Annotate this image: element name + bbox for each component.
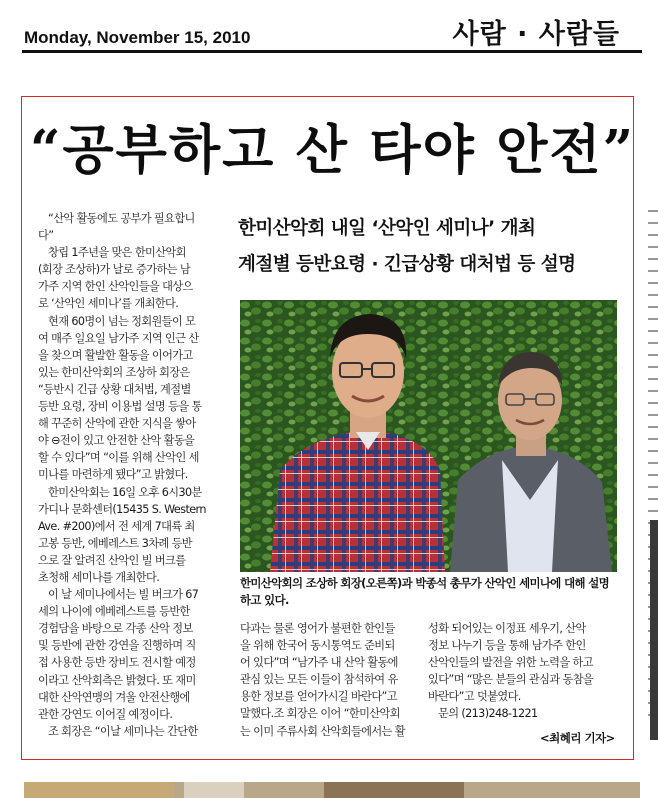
article-text-line: 세의 나이에 에베레스트를 등반한 — [38, 605, 190, 619]
article-byline: <최혜리 기자> — [540, 731, 615, 745]
article-text-line: 이 날 세미나에서는 빌 버크가 67 — [48, 588, 199, 602]
photo-caption-line-1: 한미산악회의 조상하 회장(오른쪽)과 박종석 총무가 산악인 세미나에 대해 설명 — [240, 576, 610, 590]
next-article-photo-strip — [24, 782, 640, 798]
article-text-line: 등반 요령, 장비 이용법 설명 등을 통 — [38, 400, 202, 414]
article-text-line: 어 있다”며 “남가주 내 산악 활동에 — [240, 656, 398, 670]
photo-caption — [240, 575, 620, 608]
article-text-line: 조 회장은 “이날 세미나는 간단한 — [48, 724, 198, 738]
article-text-line: 접 사용한 등반 장비도 전시할 예정 — [38, 656, 196, 670]
masthead — [0, 0, 658, 56]
article-text-line: 경험담을 바탕으로 각종 산악 정보 — [38, 622, 193, 636]
article-text-line: 을 위해 한국어 동시통역도 준비되 — [240, 639, 395, 653]
article-text-line: 야 ⊖전이 있고 안전한 산악 활동을 — [38, 434, 195, 448]
article-text-line: “산악 활동에도 공부가 필요합니 — [48, 212, 195, 225]
masthead-section-title: 사람 · 사람들 — [452, 19, 620, 50]
article-text-line: 있다”며 “많은 분들의 관심과 동참을 — [428, 673, 594, 687]
article-text-line: 및 등반에 관한 강연을 진행하며 직 — [38, 639, 196, 653]
adjacent-page-photo-edge — [650, 520, 658, 740]
article-text-line: 산악인들의 발전을 위한 노력을 하고 — [428, 656, 593, 670]
article-text-line: 로 ‘산악인 세미나’를 개최한다. — [38, 297, 179, 311]
article-text-line: (회장 조상하)가 날로 증가하는 남 — [38, 263, 191, 277]
photo-caption-line-2: 하고 있다. — [240, 592, 289, 607]
article-text-line: “등반시 긴급 상황 대처법, 계절별 — [38, 382, 191, 396]
article-text-line: 바란다”고 덧붙였다. — [428, 690, 521, 704]
article-text-line: 해 꾸준히 산악에 관한 지식을 쌓아 — [38, 417, 196, 431]
article-text-line: 가주 지역 한인 산악인들을 대상으 — [38, 280, 193, 294]
article-text-line: 관심 있는 모든 이들이 참석하여 유 — [240, 673, 398, 687]
article-text-line: 현재 60명이 넘는 정회원들이 모 — [48, 314, 196, 328]
article-text-line: 문의 (213)248-1221 — [438, 707, 538, 721]
article-text-line: 는 이미 주류사회 산악회들에서는 활 — [240, 724, 405, 738]
article-text-line: 성화 되어있는 이정표 세우기, 산악 — [428, 622, 586, 635]
article-text-line: Ave. #200)에서 전 세계 7대륙 최 — [38, 519, 195, 533]
article-text-line: 관한 강연도 이어질 예정이다. — [38, 707, 173, 721]
article-text-line: 창립 1주년을 맞은 한미산악회 — [48, 246, 186, 260]
masthead-rule — [22, 50, 642, 53]
article-photo — [240, 300, 617, 572]
article-text-line: 이라고 산악회측은 밝혔다. 또 재미 — [38, 673, 196, 687]
article-text-line: 용한 정보를 얻어가시길 바란다”고 — [240, 690, 397, 704]
article-text-line: 미나를 마련하게 됐다”고 밝혔다. — [38, 468, 188, 482]
article-text-line: 으로 잘 알려진 산악인 빌 버크를 — [38, 553, 186, 567]
article-column-2 — [240, 620, 420, 740]
article-text-line: 여 매주 일요일 남가주 지역 인근 산 — [38, 331, 199, 345]
article-text-line: 가디나 문화센터(15435 S. Western — [38, 502, 206, 516]
article-headline: “공부하고 산 타야 안전” — [30, 119, 636, 181]
article-text-line: 말했다.조 회장은 이어 “한미산악회 — [240, 707, 400, 721]
article-text-line: 고봉 등반, 에베레스트 3차례 등반 — [38, 536, 192, 550]
article-text-line: 다과는 물론 영어가 불편한 한인들 — [240, 622, 395, 635]
article-column-3 — [428, 620, 618, 723]
article-subhead-2: 계절별 등반요령 · 긴급상황 대처법 등 설명 — [238, 254, 576, 275]
article-text-line: 초청해 세미나를 개최한다. — [38, 570, 160, 584]
masthead-date: Monday, November 15, 2010 — [24, 28, 251, 47]
article-text-line: 을 찾으며 활발한 활동을 이어가고 — [38, 348, 193, 362]
article-text-line: 대한 산악연맹의 겨울 안전산행에 — [38, 690, 190, 704]
article-text-line: 있는 한미산악회의 조상하 회장은 — [38, 365, 190, 379]
article-text-line: 다” — [38, 229, 54, 243]
article-column-1 — [38, 210, 230, 740]
article-text-line: 한미산악회는 16일 오후 6시30분 — [48, 485, 202, 499]
article-text-line: 정보 나누기 등을 통해 남가주 한인 — [428, 639, 586, 653]
article-subhead-1: 한미산악회 내일 ‘산악인 세미나’ 개최 — [238, 218, 536, 239]
article-text-line: 할 수 있다”며 “이를 위해 산악인 세 — [38, 451, 199, 465]
